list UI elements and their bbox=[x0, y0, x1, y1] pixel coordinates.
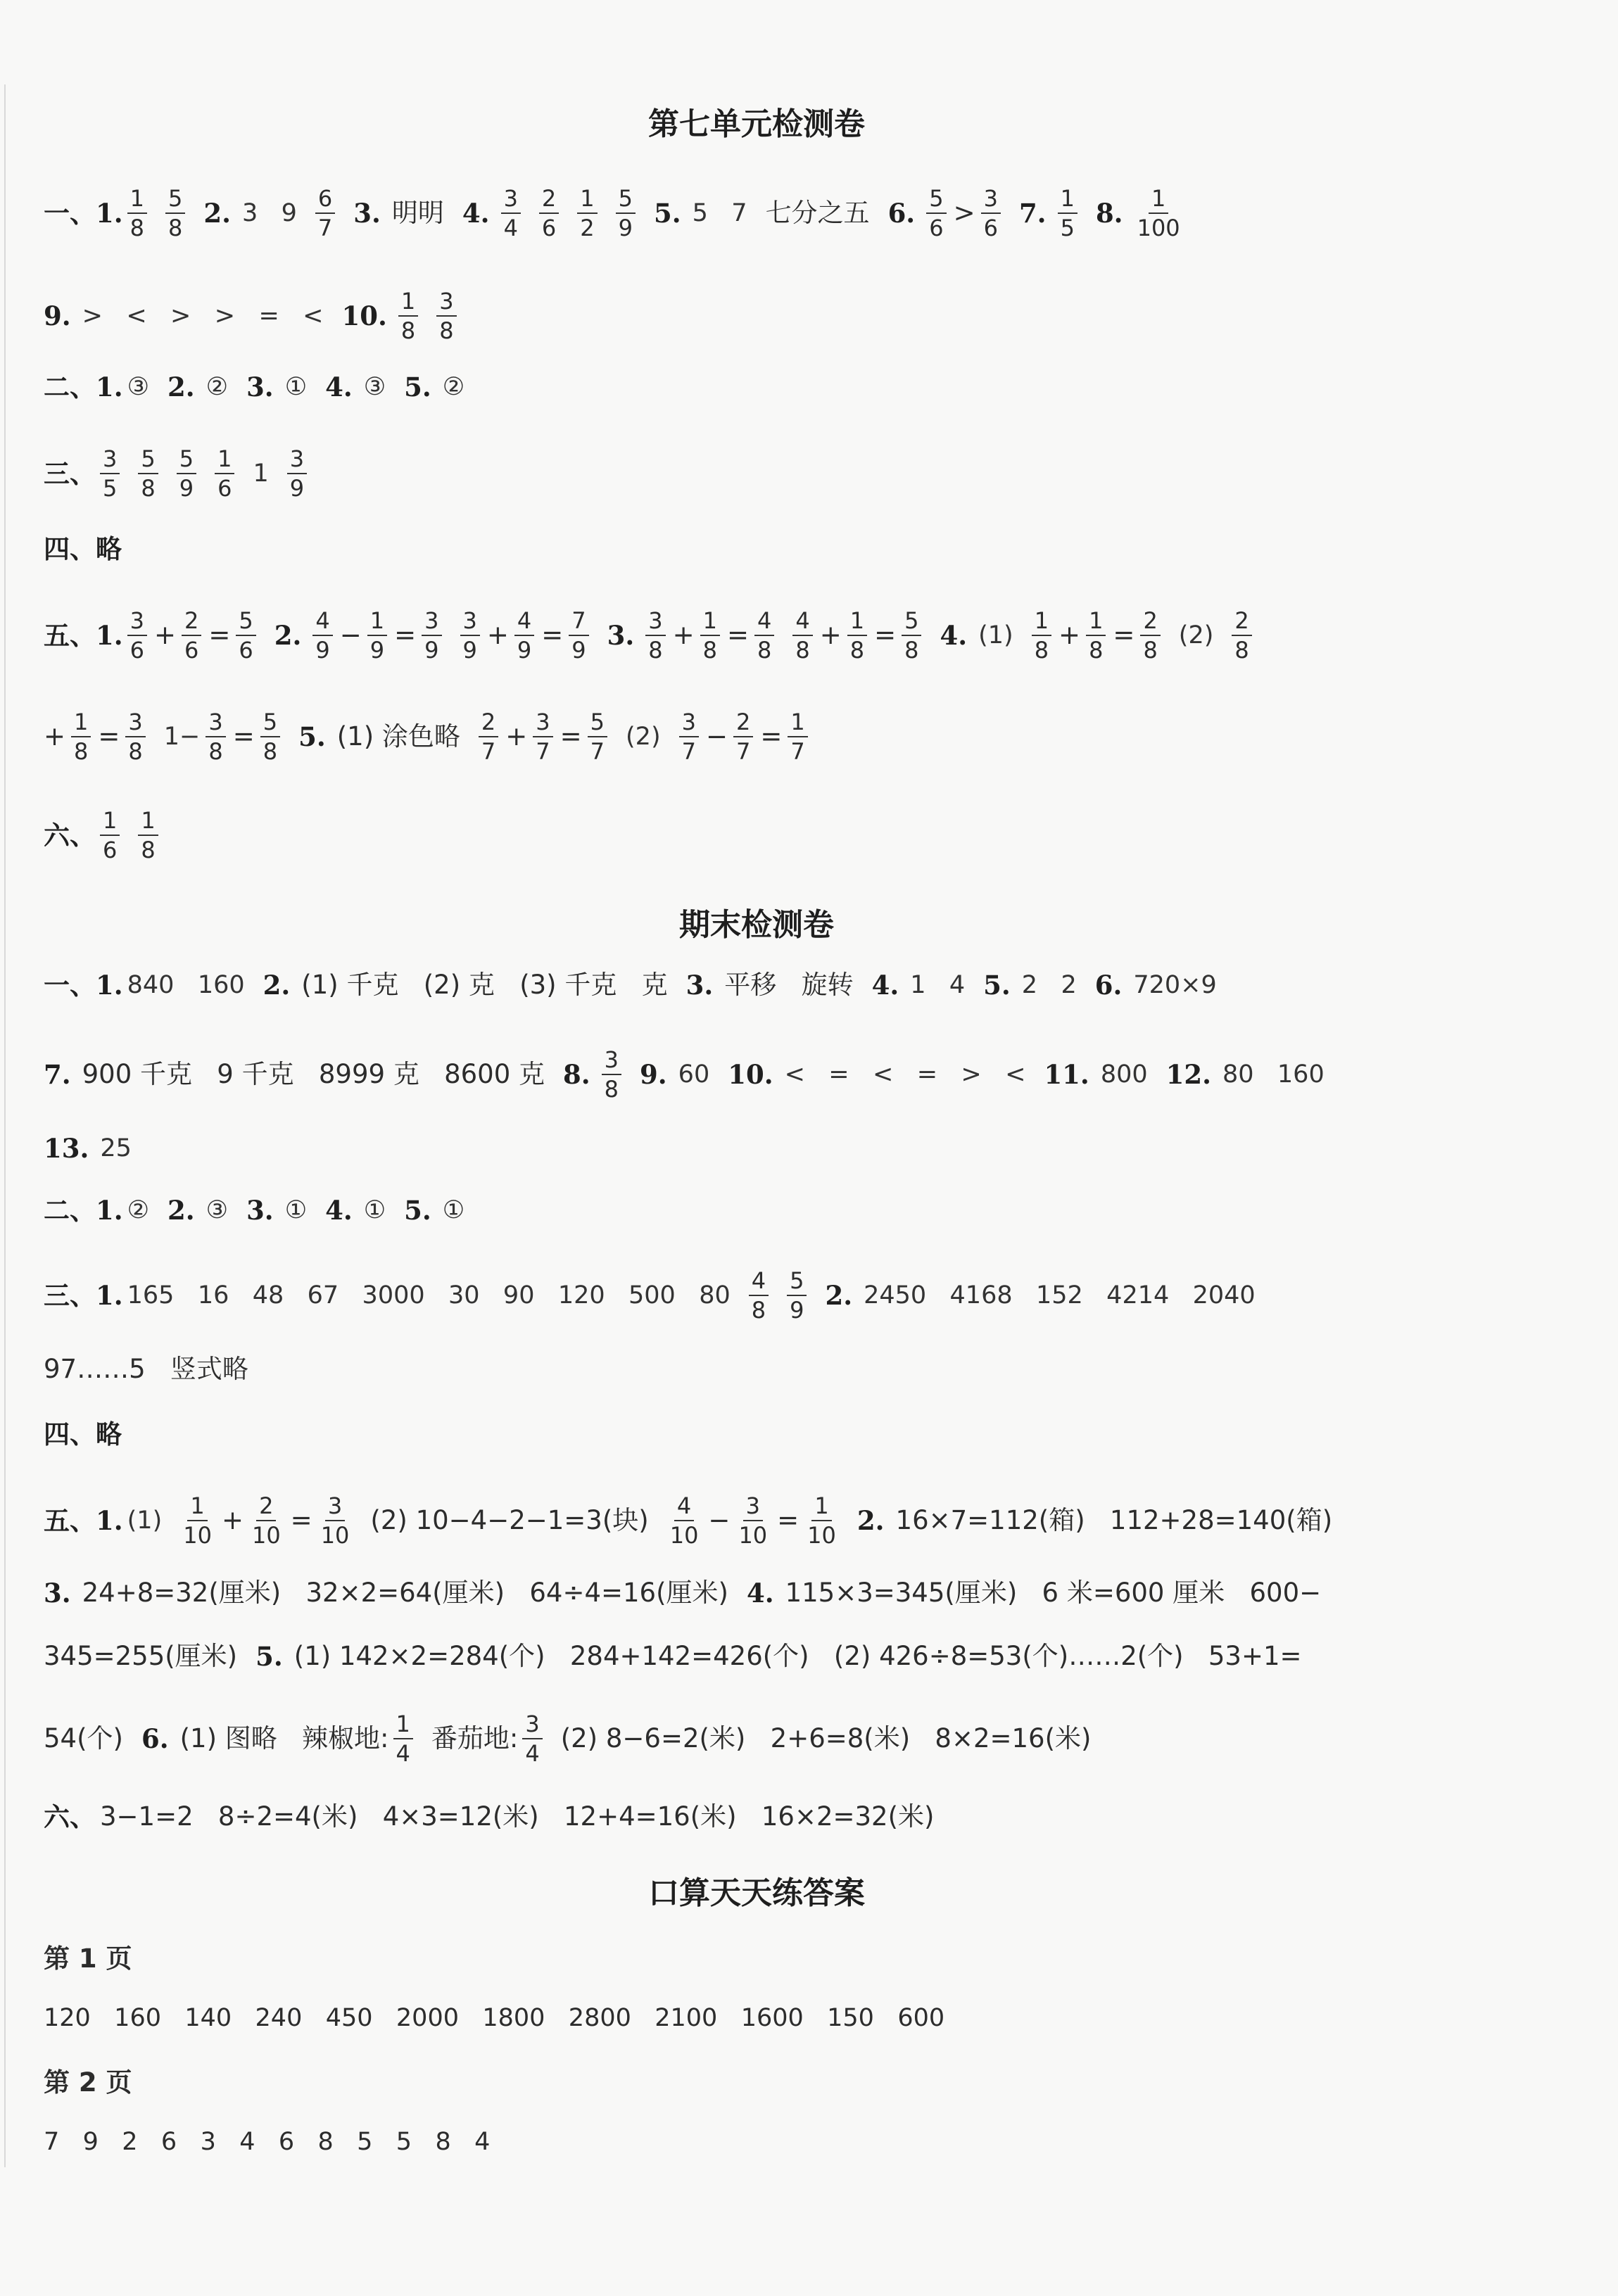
label: 六、 bbox=[44, 820, 96, 851]
oral-title: 口算天天练答案 bbox=[648, 1875, 865, 1911]
final-section5-row3 bbox=[44, 1635, 1493, 1677]
fraction: $\frac{5}{7}$ bbox=[588, 708, 607, 766]
part-label: (1) bbox=[978, 621, 1013, 649]
operator: − bbox=[705, 721, 728, 751]
label: 六、 bbox=[44, 1801, 96, 1832]
oral-page1-values bbox=[44, 1997, 1493, 2039]
answer: 2450 4168 152 4214 2040 bbox=[864, 1281, 1256, 1309]
fraction: $\frac{1}{7}$ bbox=[788, 708, 807, 766]
q-number: 13. bbox=[44, 1133, 89, 1164]
q-number: 5. bbox=[298, 721, 326, 752]
q-number: 8. bbox=[1095, 198, 1123, 229]
q-number: 5. bbox=[983, 970, 1011, 1001]
q-number: 6. bbox=[141, 1723, 169, 1754]
answer: (1) 图略 辣椒地: bbox=[179, 1723, 389, 1753]
q-number: 2. bbox=[203, 198, 231, 229]
operator: + bbox=[44, 721, 66, 751]
answer: 60 bbox=[678, 1060, 710, 1089]
fraction: $\frac{4}{9}$ bbox=[312, 607, 332, 664]
q-number: 8. bbox=[563, 1059, 590, 1090]
q-number: 4. bbox=[940, 620, 968, 651]
fraction: $\frac{3}{9}$ bbox=[422, 607, 441, 664]
fraction: $\frac{1}{2}$ bbox=[577, 184, 597, 242]
q-number: 4. bbox=[871, 970, 899, 1001]
fraction: $\frac{3}{8}$ bbox=[602, 1046, 621, 1103]
fraction: $\frac{5}{6}$ bbox=[236, 607, 255, 664]
final-section5-row4 bbox=[44, 1710, 1493, 1768]
fraction: $\frac{2}{7}$ bbox=[733, 708, 753, 766]
fraction: $\frac{5}{9}$ bbox=[616, 184, 636, 242]
answer: 97……5 竖式略 bbox=[44, 1354, 248, 1384]
page-label: 第 1 页 bbox=[44, 1943, 132, 1974]
unit7-section1-row2 bbox=[44, 287, 1493, 345]
fraction: $\frac{3}{10}$ bbox=[320, 1492, 350, 1549]
part-label: (2) bbox=[626, 723, 661, 751]
fraction: $\frac{3}{7}$ bbox=[533, 708, 552, 766]
final-section1-row1 bbox=[44, 964, 1493, 1006]
label: 三、 bbox=[44, 458, 96, 489]
fraction: $\frac{3}{6}$ bbox=[981, 184, 1001, 242]
final-section4 bbox=[44, 1413, 1493, 1455]
answer: 3 9 bbox=[242, 199, 297, 227]
operator: > bbox=[953, 198, 975, 228]
q-number: 10. bbox=[341, 300, 387, 331]
q-number: 10. bbox=[728, 1059, 773, 1090]
answer: 明明 bbox=[391, 198, 444, 228]
fraction: $\frac{1}{6}$ bbox=[100, 806, 120, 864]
q-number: 3. bbox=[353, 198, 381, 229]
label: 四、略 bbox=[44, 1419, 122, 1450]
fraction: $\frac{1}{100}$ bbox=[1137, 185, 1180, 241]
operator: + bbox=[1058, 620, 1081, 650]
answer: (1) 142×2=284(个) 284+142=426(个) (2) 426÷8=53(个)……2(个) 53+1= bbox=[293, 1641, 1302, 1671]
answer: 1− bbox=[163, 723, 201, 751]
fraction: $\frac{2}{7}$ bbox=[479, 708, 498, 766]
q-number: 4. bbox=[462, 198, 490, 229]
answer: 25 bbox=[100, 1134, 132, 1162]
operator: = bbox=[777, 1505, 799, 1535]
q-number: 2. bbox=[168, 1195, 195, 1226]
fraction: $\frac{1}{4}$ bbox=[393, 1710, 413, 1768]
fraction: $\frac{1}{8}$ bbox=[138, 806, 158, 864]
oral-page2-values bbox=[44, 2121, 1493, 2163]
operator: + bbox=[486, 620, 509, 650]
q-number: 4. bbox=[746, 1578, 774, 1609]
fraction: $\frac{2}{8}$ bbox=[1232, 607, 1251, 664]
q-number: 3. bbox=[607, 620, 635, 651]
answer: ① bbox=[442, 1196, 465, 1224]
answer: 720×9 bbox=[1133, 971, 1217, 999]
operator: + bbox=[154, 620, 177, 650]
fraction: $\frac{6}{7}$ bbox=[315, 184, 335, 242]
final-section6 bbox=[44, 1796, 1493, 1838]
operator: = bbox=[560, 721, 582, 751]
answer: ① bbox=[363, 1196, 386, 1224]
final-section3-row1 bbox=[44, 1267, 1493, 1324]
answer: 120 160 140 240 450 2000 1800 2800 2100 1600 150 600 bbox=[44, 2004, 945, 2032]
oral-page1-heading bbox=[44, 1938, 1493, 1980]
answer: 80 160 bbox=[1222, 1060, 1325, 1089]
answer: 5 7 bbox=[692, 199, 747, 227]
q-number: 5. bbox=[255, 1641, 283, 1672]
q-number: 2. bbox=[168, 372, 195, 402]
q-number: 2. bbox=[857, 1505, 885, 1536]
fraction: $\frac{3}{4}$ bbox=[522, 1710, 542, 1768]
fraction: $\frac{1}{9}$ bbox=[367, 607, 387, 664]
unit7-section4 bbox=[44, 528, 1493, 570]
answer: 115×3=345(厘米) 6 米=600 厘米 600− bbox=[785, 1578, 1322, 1608]
operator: − bbox=[708, 1505, 731, 1535]
answer: (1) 涂色略 bbox=[336, 721, 460, 751]
fraction: $\frac{5}{8}$ bbox=[138, 445, 158, 502]
answer: ③ bbox=[206, 1196, 229, 1224]
final-section1-row3 bbox=[44, 1127, 1493, 1169]
answer: (2) 10−4−2−1=3(块) bbox=[370, 1505, 649, 1535]
operator: = bbox=[290, 1505, 312, 1535]
answer: ③ bbox=[363, 373, 386, 401]
operator: = bbox=[760, 721, 783, 751]
q-number: 6. bbox=[887, 198, 916, 229]
final-title: 期末检测卷 bbox=[679, 907, 834, 943]
fraction: $\frac{3}{5}$ bbox=[100, 445, 120, 502]
answer: 1 bbox=[253, 459, 269, 488]
fraction: $\frac{5}{8}$ bbox=[260, 708, 280, 766]
fraction: $\frac{1}{8}$ bbox=[398, 287, 418, 345]
final-section3-row2 bbox=[44, 1348, 1493, 1390]
operator: + bbox=[819, 620, 842, 650]
unit7-section2 bbox=[44, 366, 1493, 408]
operator: = bbox=[394, 620, 417, 650]
operator: = bbox=[232, 721, 255, 751]
fraction: $\frac{2}{10}$ bbox=[251, 1492, 281, 1549]
fraction: $\frac{2}{6}$ bbox=[182, 607, 201, 664]
fraction: $\frac{3}{9}$ bbox=[287, 445, 307, 502]
fraction: $\frac{5}{9}$ bbox=[787, 1267, 807, 1324]
q-number: 2. bbox=[263, 970, 291, 1001]
answer: 24+8=32(厘米) 32×2=64(厘米) 64÷4=16(厘米) bbox=[82, 1578, 728, 1608]
operator: = bbox=[98, 721, 120, 751]
fraction: $\frac{1}{8}$ bbox=[700, 607, 720, 664]
answer: ③ bbox=[127, 373, 150, 401]
q-number: 6. bbox=[1094, 970, 1123, 1001]
answer: (1) 千克 (2) 克 (3) 千克 克 bbox=[301, 970, 668, 1000]
unit7-title: 第七单元检测卷 bbox=[648, 106, 865, 142]
part-label: (2) bbox=[1178, 621, 1214, 649]
binding-edge bbox=[4, 84, 6, 2167]
q-number: 2. bbox=[825, 1280, 853, 1311]
fraction: $\frac{3}{6}$ bbox=[127, 607, 147, 664]
operator: + bbox=[672, 620, 695, 650]
operator: = bbox=[726, 620, 749, 650]
fraction: $\frac{5}{8}$ bbox=[165, 184, 185, 242]
answer: ② bbox=[127, 1196, 150, 1224]
fraction: $\frac{4}{8}$ bbox=[754, 607, 774, 664]
answer: ② bbox=[206, 373, 229, 401]
answer: < = < = > < bbox=[784, 1060, 1026, 1089]
fraction: $\frac{5}{8}$ bbox=[902, 607, 921, 664]
final-section1-row2 bbox=[44, 1046, 1493, 1103]
fraction: $\frac{3}{4}$ bbox=[501, 184, 521, 242]
operator: = bbox=[874, 620, 897, 650]
fraction: $\frac{1}{6}$ bbox=[215, 445, 234, 502]
fraction: $\frac{4}{10}$ bbox=[669, 1492, 699, 1549]
q-number: 4. bbox=[325, 372, 353, 402]
answer: 2 2 bbox=[1021, 971, 1077, 999]
q-number: 3. bbox=[246, 1195, 274, 1226]
q-number: 12. bbox=[1165, 1059, 1211, 1090]
fraction: $\frac{2}{6}$ bbox=[539, 184, 559, 242]
q-number: 3. bbox=[685, 970, 714, 1001]
fraction: $\frac{5}{6}$ bbox=[926, 184, 946, 242]
part-label: (1) bbox=[127, 1507, 163, 1535]
fraction: $\frac{1}{10}$ bbox=[807, 1492, 836, 1549]
unit7-section5-row2 bbox=[44, 708, 1493, 766]
fraction: $\frac{1}{8}$ bbox=[71, 708, 91, 766]
operator: + bbox=[221, 1505, 244, 1535]
q-number: 5. bbox=[404, 1195, 431, 1226]
q-number: 11. bbox=[1044, 1059, 1089, 1090]
fraction: $\frac{1}{10}$ bbox=[183, 1492, 212, 1549]
answer: ② bbox=[442, 373, 465, 401]
q-number: 3. bbox=[246, 372, 274, 402]
fraction: $\frac{3}{9}$ bbox=[460, 607, 480, 664]
answer: 7 9 2 6 3 4 6 8 5 5 8 4 bbox=[44, 2128, 491, 2156]
answer: (2) 8−6=2(米) 2+6=8(米) 8×2=16(米) bbox=[560, 1723, 1092, 1753]
label: 一、1. bbox=[44, 198, 123, 229]
q-number: 3. bbox=[44, 1578, 71, 1609]
fraction: $\frac{3}{10}$ bbox=[738, 1492, 768, 1549]
q-number: 5. bbox=[654, 198, 681, 229]
answer: 840 160 bbox=[127, 971, 245, 999]
q-number: 9. bbox=[640, 1059, 667, 1090]
answer: 800 bbox=[1100, 1060, 1148, 1089]
unit7-section3 bbox=[44, 445, 1493, 502]
final-section5-row2 bbox=[44, 1572, 1493, 1614]
oral-page2-heading bbox=[44, 2062, 1493, 2104]
operator: = bbox=[541, 620, 564, 650]
q-number: 7. bbox=[1018, 198, 1047, 229]
label: 一、1. bbox=[44, 970, 123, 1001]
answer: > < > > = < bbox=[82, 302, 324, 330]
label: 五、1. bbox=[44, 1505, 123, 1536]
answer: 165 16 48 67 3000 30 90 120 500 80 bbox=[127, 1281, 731, 1309]
answer: 番茄地: bbox=[431, 1723, 519, 1753]
operator: = bbox=[1113, 620, 1135, 650]
final-section5-row1 bbox=[44, 1492, 1493, 1549]
fraction: $\frac{3}{8}$ bbox=[206, 708, 225, 766]
answer: ① bbox=[284, 373, 308, 401]
answer: 16×7=112(箱) 112+28=140(箱) bbox=[895, 1505, 1333, 1535]
fraction: $\frac{7}{9}$ bbox=[569, 607, 588, 664]
fraction: $\frac{4}{8}$ bbox=[749, 1267, 769, 1324]
unit7-section1-row1 bbox=[44, 184, 1493, 242]
fraction: $\frac{3}{8}$ bbox=[125, 708, 145, 766]
answer: 平移 旋转 bbox=[724, 970, 854, 1000]
answer: 54(个) bbox=[44, 1723, 123, 1753]
answer: 1 4 bbox=[910, 971, 966, 999]
fraction: $\frac{1}{5}$ bbox=[1058, 184, 1077, 242]
fraction: $\frac{4}{9}$ bbox=[514, 607, 534, 664]
fraction: $\frac{1}{8}$ bbox=[1086, 607, 1106, 664]
label: 二、1. bbox=[44, 372, 123, 402]
unit7-section6 bbox=[44, 806, 1493, 864]
operator: + bbox=[505, 721, 528, 751]
label: 四、略 bbox=[44, 533, 122, 564]
fraction: $\frac{2}{8}$ bbox=[1140, 607, 1160, 664]
fraction: $\frac{1}{8}$ bbox=[127, 184, 147, 242]
fraction: $\frac{1}{8}$ bbox=[847, 607, 867, 664]
q-number: 9. bbox=[44, 300, 71, 331]
fraction: $\frac{3}{8}$ bbox=[645, 607, 665, 664]
label: 五、1. bbox=[44, 620, 123, 651]
operator: = bbox=[208, 620, 231, 650]
answer: 900 千克 9 千克 8999 克 8600 克 bbox=[82, 1059, 545, 1089]
fraction: $\frac{3}{7}$ bbox=[679, 708, 699, 766]
fraction: $\frac{3}{8}$ bbox=[436, 287, 456, 345]
q-number: 2. bbox=[274, 620, 302, 651]
fraction: $\frac{4}{8}$ bbox=[792, 607, 812, 664]
q-number: 5. bbox=[404, 372, 431, 402]
answer: 七分之五 bbox=[765, 198, 870, 228]
answer: 345=255(厘米) bbox=[44, 1641, 238, 1671]
label: 二、1. bbox=[44, 1195, 123, 1226]
operator: − bbox=[339, 620, 362, 650]
unit7-section5-row1 bbox=[44, 607, 1493, 664]
q-number: 7. bbox=[44, 1059, 71, 1090]
fraction: $\frac{5}{9}$ bbox=[177, 445, 196, 502]
answer: 3−1=2 8÷2=4(米) 4×3=12(米) 12+4=16(米) 16×2=32(米) bbox=[100, 1801, 935, 1832]
label: 三、1. bbox=[44, 1280, 123, 1311]
final-section2 bbox=[44, 1189, 1493, 1231]
fraction: $\frac{1}{8}$ bbox=[1032, 607, 1051, 664]
page-label: 第 2 页 bbox=[44, 2067, 132, 2098]
q-number: 4. bbox=[325, 1195, 353, 1226]
answer: ① bbox=[284, 1196, 308, 1224]
